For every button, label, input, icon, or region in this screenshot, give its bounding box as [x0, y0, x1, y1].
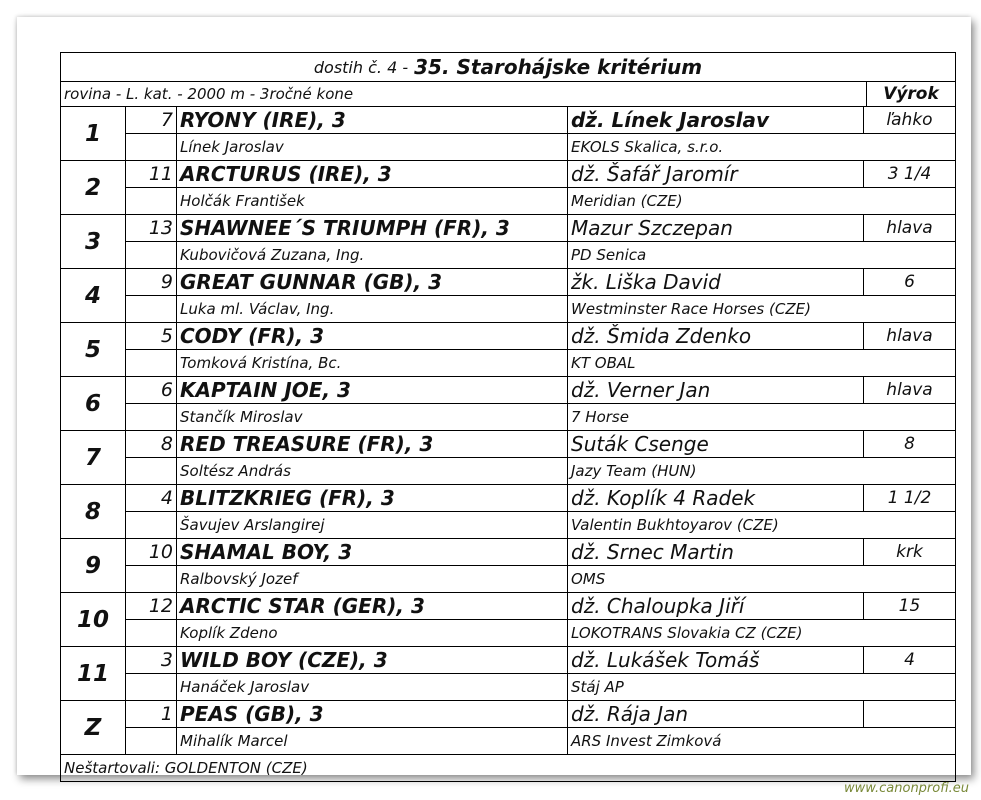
race-title: 35. Starohájske kritérium: [414, 55, 703, 79]
trainer: Mihalík Marcel: [176, 728, 568, 754]
owner: Jazy Team (HUN): [571, 462, 697, 480]
trainer: Tomková Kristína, Bc.: [176, 350, 568, 376]
result-row: [61, 269, 955, 323]
start-number: 10: [148, 541, 173, 563]
start-number: 7: [160, 109, 173, 131]
jockey: dž. Línek Jaroslav: [568, 107, 864, 133]
jockey: dž. Šafář Jaromír: [568, 161, 864, 187]
trainer: Ralbovský Jozef: [176, 566, 568, 592]
horse-name: GREAT GUNNAR (GB), 3: [176, 269, 568, 295]
trainer: Hanáček Jaroslav: [176, 674, 568, 700]
finish-margin: hlava: [886, 380, 933, 400]
horse-name: WILD BOY (CZE), 3: [176, 647, 568, 673]
owner: KT OBAL: [571, 354, 636, 372]
trainer: Koplík Zdeno: [176, 620, 568, 646]
jockey: žk. Liška David: [568, 269, 864, 295]
finish-margin: 15: [898, 596, 921, 616]
horse-name: PEAS (GB), 3: [176, 701, 568, 727]
finish-margin: 8: [904, 434, 915, 454]
finish-margin: 4: [904, 650, 915, 670]
race-prefix: dostih č. 4 -: [313, 57, 409, 77]
start-number: 3: [160, 649, 173, 671]
result-row: [61, 161, 955, 215]
place: 11: [61, 647, 126, 700]
entries-list: [61, 107, 955, 755]
results-sheet: [17, 17, 971, 775]
start-number: 6: [160, 379, 173, 401]
start-number: 4: [160, 487, 173, 509]
finish-margin: 1 1/2: [887, 488, 932, 508]
horse-name: SHAWNEE´S TRIUMPH (FR), 3: [176, 215, 568, 241]
owner: ARS Invest Zimková: [571, 732, 722, 750]
watermark-credit: www.canonprofi.eu: [843, 781, 969, 796]
jockey: dž. Chaloupka Jiří: [568, 593, 864, 619]
place: 1: [61, 107, 126, 160]
place: 9: [61, 539, 126, 592]
trainer: Stančík Miroslav: [176, 404, 568, 430]
owner: OMS: [571, 570, 606, 588]
jockey: dž. Verner Jan: [568, 377, 864, 403]
start-number: 8: [160, 433, 173, 455]
horse-name: ARCTURUS (IRE), 3: [176, 161, 568, 187]
place: 2: [61, 161, 126, 214]
horse-name: SHAMAL BOY, 3: [176, 539, 568, 565]
start-number: 12: [148, 595, 173, 617]
result-row: [61, 647, 955, 701]
start-number: 13: [148, 217, 173, 239]
place: 5: [61, 323, 126, 376]
jockey: dž. Rája Jan: [568, 701, 864, 727]
result-row: [61, 485, 955, 539]
jockey: dž. Koplík 4 Radek: [568, 485, 864, 511]
owner: LOKOTRANS Slovakia CZ (CZE): [571, 624, 803, 642]
margin-header: Výrok: [866, 82, 955, 106]
place: 6: [61, 377, 126, 430]
result-row: [61, 539, 955, 593]
place: 8: [61, 485, 126, 538]
result-row: [61, 701, 955, 755]
race-info: rovina - L. kat. - 2000 m - 3ročné kone: [64, 85, 354, 103]
finish-margin: 6: [904, 272, 915, 292]
horse-name: CODY (FR), 3: [176, 323, 568, 349]
finish-margin: 3 1/4: [887, 164, 932, 184]
owner: PD Senica: [571, 246, 647, 264]
finish-margin: krk: [896, 542, 923, 562]
place: 10: [61, 593, 126, 646]
start-number: 1: [160, 703, 173, 725]
owner: 7 Horse: [571, 408, 629, 426]
result-row: [61, 431, 955, 485]
horse-name: BLITZKRIEG (FR), 3: [176, 485, 568, 511]
results-table: [60, 52, 956, 782]
trainer: Línek Jaroslav: [176, 134, 568, 160]
owner: Westminster Race Horses (CZE): [571, 300, 811, 318]
result-row: [61, 107, 955, 161]
place: 7: [61, 431, 126, 484]
jockey: dž. Šmida Zdenko: [568, 323, 864, 349]
place: 3: [61, 215, 126, 268]
jockey: Suták Csenge: [568, 431, 864, 457]
horse-name: RYONY (IRE), 3: [176, 107, 568, 133]
horse-name: KAPTAIN JOE, 3: [176, 377, 568, 403]
trainer: Soltész András: [176, 458, 568, 484]
owner: EKOLS Skalica, s.r.o.: [571, 138, 724, 156]
trainer: Kubovičová Zuzana, Ing.: [176, 242, 568, 268]
finish-margin: ľahko: [886, 110, 933, 130]
start-number: 11: [148, 163, 173, 185]
finish-margin: hlava: [886, 218, 933, 238]
result-row: [61, 377, 955, 431]
result-row: [61, 215, 955, 269]
trainer: Luka ml. Václav, Ing.: [176, 296, 568, 322]
trainer: Šavujev Arslangirej: [176, 512, 568, 538]
owner: Meridian (CZE): [571, 192, 683, 210]
jockey: Mazur Szczepan: [568, 215, 864, 241]
finish-margin: hlava: [886, 326, 933, 346]
trainer: Holčák František: [176, 188, 568, 214]
jockey: dž. Lukášek Tomáš: [568, 647, 864, 673]
race-caption: [61, 53, 955, 82]
result-row: [61, 323, 955, 377]
owner: Stáj AP: [571, 678, 624, 696]
horse-name: ARCTIC STAR (GER), 3: [176, 593, 568, 619]
jockey: dž. Srnec Martin: [568, 539, 864, 565]
result-row: [61, 593, 955, 647]
horse-name: RED TREASURE (FR), 3: [176, 431, 568, 457]
finish-margin: [864, 701, 955, 727]
non-starters: Neštartovali: GOLDENTON (CZE): [64, 759, 308, 777]
place: 4: [61, 269, 126, 322]
race-info-row: [61, 82, 955, 107]
start-number: 9: [160, 271, 173, 293]
place: Z: [61, 701, 126, 754]
start-number: 5: [160, 325, 173, 347]
owner: Valentin Bukhtoyarov (CZE): [571, 516, 779, 534]
